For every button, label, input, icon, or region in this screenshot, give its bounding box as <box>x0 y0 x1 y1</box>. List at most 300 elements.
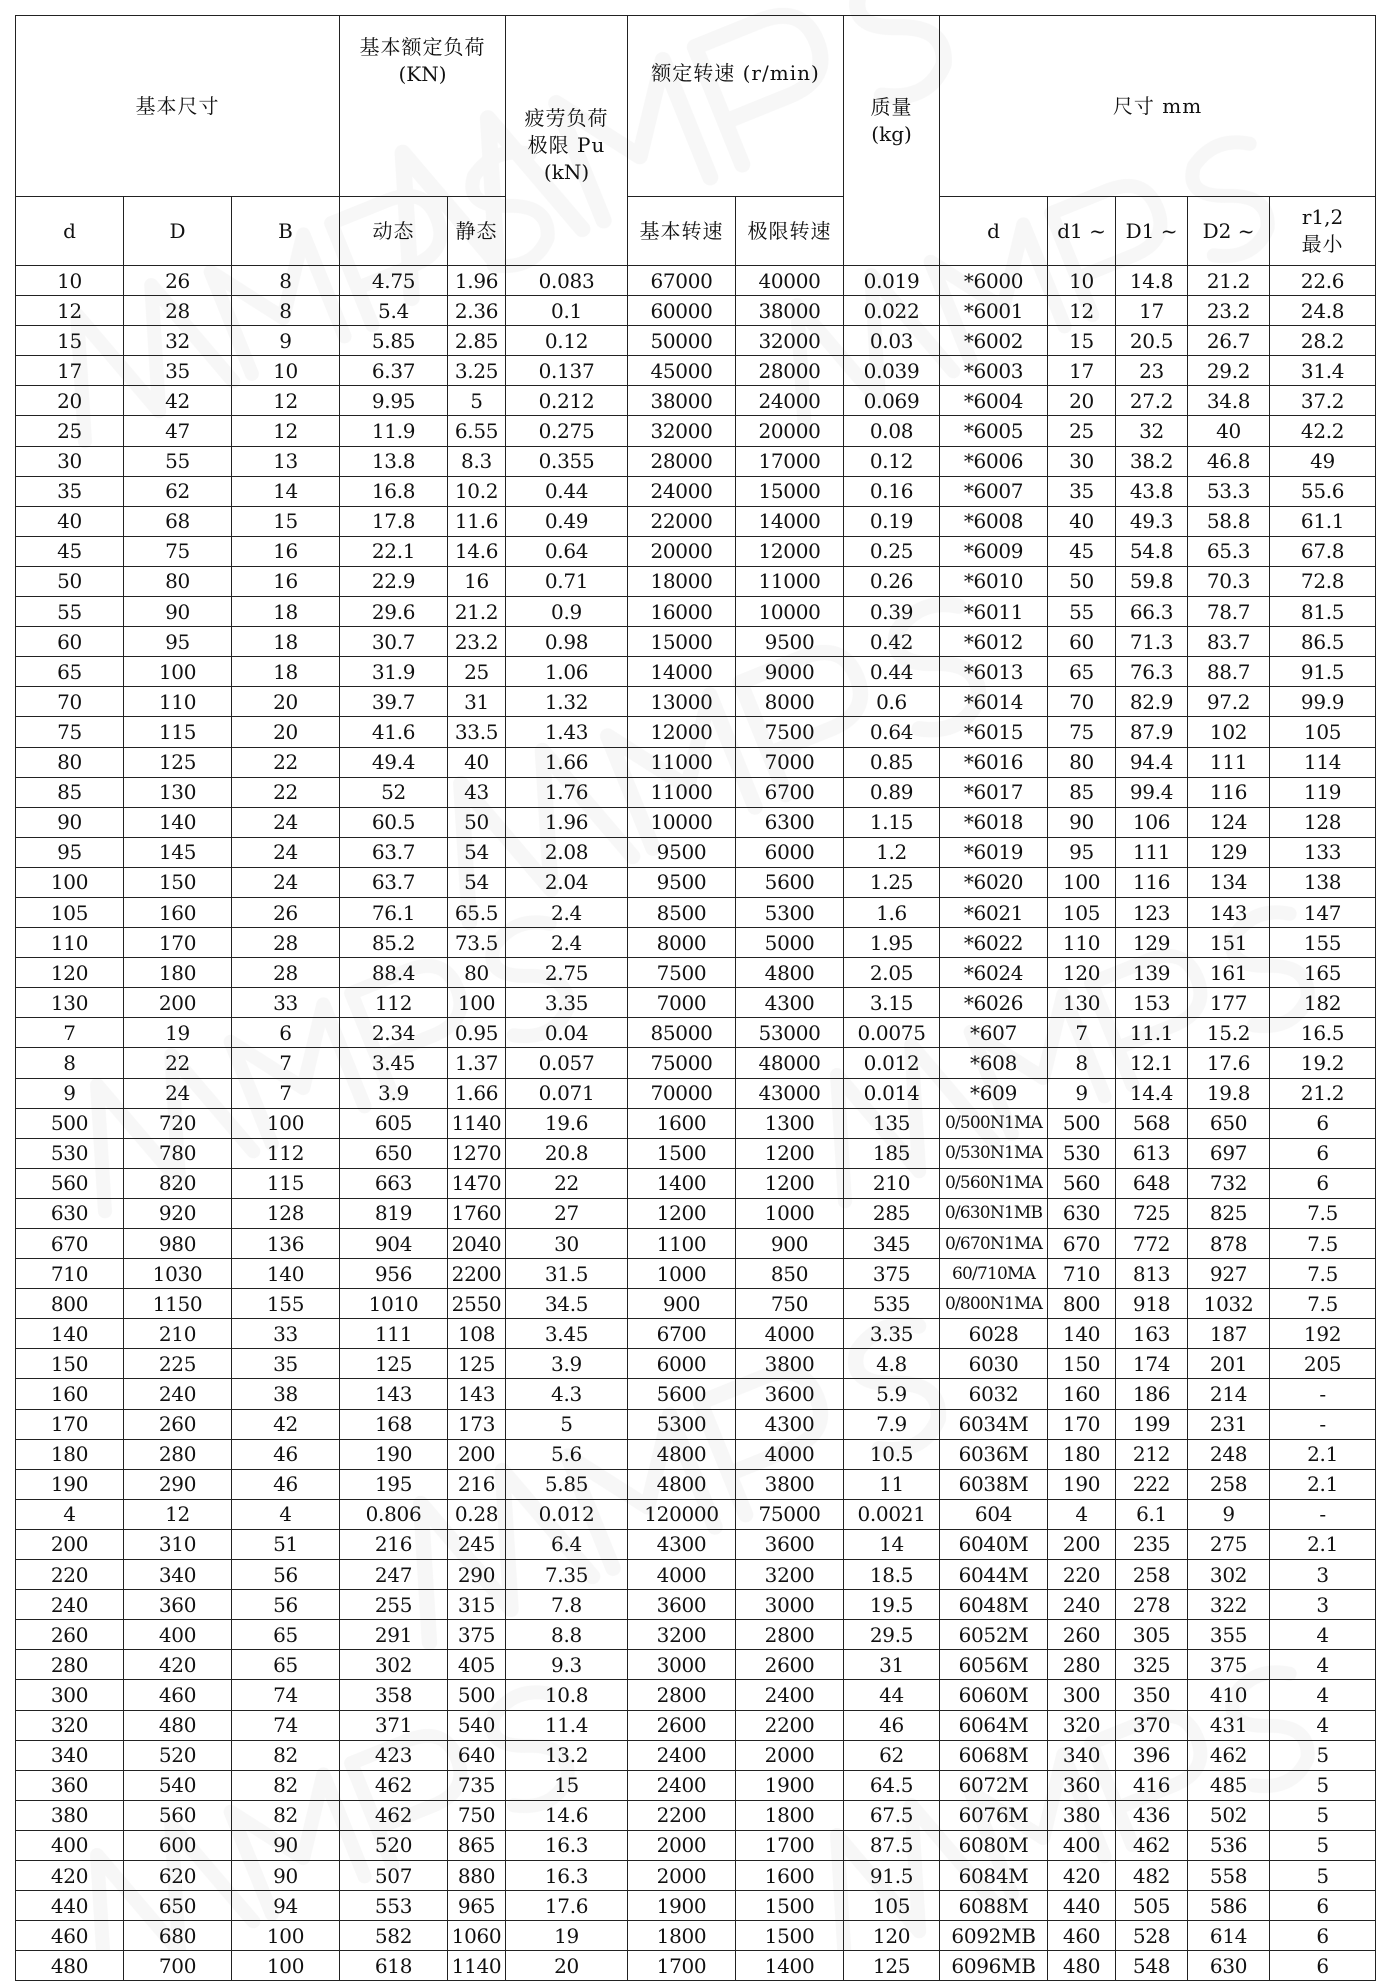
cell-D: 42 <box>124 386 232 416</box>
col-d1: d1 ~ <box>1048 197 1116 266</box>
cell-model: 604 <box>940 1499 1048 1529</box>
cell-D2: 65.3 <box>1188 536 1270 566</box>
cell-D: 22 <box>124 1048 232 1078</box>
cell-d: 340 <box>16 1740 124 1770</box>
cell-dynamic-load: 520 <box>340 1830 448 1860</box>
cell-r12: 4 <box>1270 1710 1376 1740</box>
cell-D2: 17.6 <box>1188 1048 1270 1078</box>
cell-limit-speed: 5000 <box>736 928 844 958</box>
table-row <box>16 1349 1376 1379</box>
cell-static-load: 21.2 <box>448 597 506 627</box>
cell-D2: 129 <box>1188 837 1270 867</box>
cell-B: 155 <box>232 1289 340 1319</box>
cell-dynamic-load: 462 <box>340 1770 448 1800</box>
cell-mass: 0.039 <box>844 356 940 386</box>
cell-d1: 480 <box>1048 1951 1116 1981</box>
cell-d: 15 <box>16 326 124 356</box>
cell-base-speed: 11000 <box>628 777 736 807</box>
cell-dynamic-load: 291 <box>340 1620 448 1650</box>
cell-D: 100 <box>124 657 232 687</box>
cell-fatigue-limit: 8.8 <box>506 1620 628 1650</box>
cell-d1: 20 <box>1048 386 1116 416</box>
cell-d1: 670 <box>1048 1229 1116 1259</box>
cell-D2: 19.8 <box>1188 1078 1270 1108</box>
cell-dynamic-load: 31.9 <box>340 657 448 687</box>
cell-base-speed: 11000 <box>628 747 736 777</box>
cell-limit-speed: 4300 <box>736 1409 844 1439</box>
cell-fatigue-limit: 6.4 <box>506 1529 628 1559</box>
cell-D1: 17 <box>1116 296 1188 326</box>
cell-fatigue-limit: 7.8 <box>506 1590 628 1620</box>
cell-static-load: 2550 <box>448 1289 506 1319</box>
cell-D2: 927 <box>1188 1259 1270 1289</box>
table-row <box>16 1018 1376 1048</box>
cell-D2: 111 <box>1188 747 1270 777</box>
cell-base-speed: 2000 <box>628 1830 736 1860</box>
cell-dynamic-load: 255 <box>340 1590 448 1620</box>
cell-fatigue-limit: 17.6 <box>506 1891 628 1921</box>
cell-d1: 25 <box>1048 416 1116 446</box>
cell-model: *6008 <box>940 506 1048 536</box>
cell-static-load: 1140 <box>448 1108 506 1138</box>
table-row <box>16 386 1376 416</box>
cell-fatigue-limit: 5.6 <box>506 1439 628 1469</box>
cell-limit-speed: 38000 <box>736 296 844 326</box>
cell-D: 540 <box>124 1770 232 1800</box>
cell-d1: 170 <box>1048 1409 1116 1439</box>
cell-d1: 75 <box>1048 717 1116 747</box>
cell-limit-speed: 1200 <box>736 1138 844 1168</box>
cell-d: 12 <box>16 296 124 326</box>
cell-mass: 0.26 <box>844 566 940 596</box>
cell-mass: 535 <box>844 1289 940 1319</box>
cell-base-speed: 2400 <box>628 1740 736 1770</box>
cell-model: *6016 <box>940 747 1048 777</box>
cell-static-load: 880 <box>448 1860 506 1890</box>
cell-r12: 128 <box>1270 807 1376 837</box>
cell-r12: 133 <box>1270 837 1376 867</box>
cell-model: *6003 <box>940 356 1048 386</box>
cell-r12: 6 <box>1270 1891 1376 1921</box>
cell-model: 0/530N1MA <box>940 1138 1048 1168</box>
cell-D2: 732 <box>1188 1168 1270 1198</box>
cell-D2: 201 <box>1188 1349 1270 1379</box>
cell-d: 150 <box>16 1349 124 1379</box>
cell-limit-speed: 2600 <box>736 1650 844 1680</box>
cell-d: 130 <box>16 988 124 1018</box>
cell-base-speed: 1900 <box>628 1891 736 1921</box>
cell-static-load: 750 <box>448 1800 506 1830</box>
cell-D: 95 <box>124 627 232 657</box>
cell-base-speed: 4800 <box>628 1469 736 1499</box>
cell-d1: 530 <box>1048 1138 1116 1168</box>
cell-mass: 1.95 <box>844 928 940 958</box>
cell-r12: 2.1 <box>1270 1439 1376 1469</box>
cell-D2: 21.2 <box>1188 266 1270 296</box>
cell-model: *6012 <box>940 627 1048 657</box>
cell-r12: - <box>1270 1379 1376 1409</box>
cell-mass: 44 <box>844 1680 940 1710</box>
cell-D2: 151 <box>1188 928 1270 958</box>
cell-fatigue-limit: 2.75 <box>506 958 628 988</box>
cell-limit-speed: 1500 <box>736 1921 844 1951</box>
cell-limit-speed: 10000 <box>736 597 844 627</box>
cell-r12: 6 <box>1270 1168 1376 1198</box>
cell-d: 800 <box>16 1289 124 1319</box>
cell-model: 0/630N1MB <box>940 1198 1048 1228</box>
cell-d: 120 <box>16 958 124 988</box>
cell-base-speed: 4300 <box>628 1529 736 1559</box>
cell-d1: 630 <box>1048 1198 1116 1228</box>
cell-fatigue-limit: 20.8 <box>506 1138 628 1168</box>
cell-D: 32 <box>124 326 232 356</box>
cell-d: 220 <box>16 1560 124 1590</box>
col-dynamic: 动态 <box>340 197 448 266</box>
cell-base-speed: 9500 <box>628 867 736 897</box>
cell-D1: 305 <box>1116 1620 1188 1650</box>
cell-mass: 210 <box>844 1168 940 1198</box>
cell-dynamic-load: 60.5 <box>340 807 448 837</box>
cell-limit-speed: 4000 <box>736 1439 844 1469</box>
cell-static-load: 125 <box>448 1349 506 1379</box>
cell-d1: 180 <box>1048 1439 1116 1469</box>
cell-B: 18 <box>232 597 340 627</box>
cell-d: 50 <box>16 566 124 596</box>
cell-base-speed: 4000 <box>628 1560 736 1590</box>
cell-limit-speed: 9000 <box>736 657 844 687</box>
cell-static-load: 500 <box>448 1680 506 1710</box>
cell-D1: 38.2 <box>1116 446 1188 476</box>
cell-d: 30 <box>16 446 124 476</box>
table-row <box>16 296 1376 326</box>
cell-dynamic-load: 819 <box>340 1198 448 1228</box>
cell-mass: 3.15 <box>844 988 940 1018</box>
cell-model: 6044M <box>940 1560 1048 1590</box>
table-row <box>16 1560 1376 1590</box>
cell-model: 6076M <box>940 1800 1048 1830</box>
cell-D: 130 <box>124 777 232 807</box>
cell-d: 95 <box>16 837 124 867</box>
cell-D1: 505 <box>1116 1891 1188 1921</box>
col-static: 静态 <box>448 197 506 266</box>
cell-D1: 416 <box>1116 1770 1188 1800</box>
cell-dynamic-load: 195 <box>340 1469 448 1499</box>
cell-fatigue-limit: 0.44 <box>506 476 628 506</box>
cell-static-load: 735 <box>448 1770 506 1800</box>
cell-static-load: 14.6 <box>448 536 506 566</box>
cell-static-load: 0.95 <box>448 1018 506 1048</box>
cell-d: 75 <box>16 717 124 747</box>
cell-d: 90 <box>16 807 124 837</box>
cell-dynamic-load: 553 <box>340 1891 448 1921</box>
cell-fatigue-limit: 2.04 <box>506 867 628 897</box>
cell-D2: 46.8 <box>1188 446 1270 476</box>
cell-mass: 0.85 <box>844 747 940 777</box>
cell-B: 33 <box>232 988 340 1018</box>
cell-D: 240 <box>124 1379 232 1409</box>
fatigue-load-header <box>506 16 628 266</box>
cell-d: 300 <box>16 1680 124 1710</box>
cell-r12: 3 <box>1270 1590 1376 1620</box>
cell-r12: 7.5 <box>1270 1229 1376 1259</box>
cell-D: 480 <box>124 1710 232 1740</box>
table-row <box>16 1680 1376 1710</box>
cell-model: 6064M <box>940 1710 1048 1740</box>
cell-limit-speed: 4000 <box>736 1319 844 1349</box>
cell-D2: 431 <box>1188 1710 1270 1740</box>
cell-limit-speed: 5600 <box>736 867 844 897</box>
cell-limit-speed: 43000 <box>736 1078 844 1108</box>
cell-mass: 0.44 <box>844 657 940 687</box>
cell-B: 136 <box>232 1229 340 1259</box>
cell-fatigue-limit: 0.083 <box>506 266 628 296</box>
cell-limit-speed: 2000 <box>736 1740 844 1770</box>
cell-r12: 91.5 <box>1270 657 1376 687</box>
cell-static-load: 73.5 <box>448 928 506 958</box>
cell-fatigue-limit: 5 <box>506 1409 628 1439</box>
cell-dynamic-load: 22.1 <box>340 536 448 566</box>
cell-dynamic-load: 3.9 <box>340 1078 448 1108</box>
cell-fatigue-limit: 3.9 <box>506 1349 628 1379</box>
cell-r12: 55.6 <box>1270 476 1376 506</box>
cell-static-load: 1760 <box>448 1198 506 1228</box>
cell-B: 38 <box>232 1379 340 1409</box>
table-row <box>16 627 1376 657</box>
cell-fatigue-limit: 3.35 <box>506 988 628 1018</box>
cell-dynamic-load: 13.8 <box>340 446 448 476</box>
cell-static-load: 100 <box>448 988 506 1018</box>
cell-D: 125 <box>124 747 232 777</box>
cell-D2: 187 <box>1188 1319 1270 1349</box>
bearing-spec-table <box>15 15 1376 1981</box>
cell-D: 700 <box>124 1951 232 1981</box>
cell-dynamic-load: 9.95 <box>340 386 448 416</box>
cell-r12: 5 <box>1270 1770 1376 1800</box>
cell-D: 820 <box>124 1168 232 1198</box>
cell-dynamic-load: 423 <box>340 1740 448 1770</box>
table-row <box>16 1499 1376 1529</box>
cell-D1: 648 <box>1116 1168 1188 1198</box>
cell-model: 6056M <box>940 1650 1048 1680</box>
cell-D: 920 <box>124 1198 232 1228</box>
cell-d1: 460 <box>1048 1921 1116 1951</box>
cell-model: *6007 <box>940 476 1048 506</box>
cell-mass: 10.5 <box>844 1439 940 1469</box>
cell-d: 180 <box>16 1439 124 1469</box>
cell-D1: 222 <box>1116 1469 1188 1499</box>
cell-d1: 300 <box>1048 1680 1116 1710</box>
cell-D2: 462 <box>1188 1740 1270 1770</box>
cell-B: 7 <box>232 1048 340 1078</box>
cell-model: 6092MB <box>940 1921 1048 1951</box>
cell-fatigue-limit: 1.06 <box>506 657 628 687</box>
cell-fatigue-limit: 0.98 <box>506 627 628 657</box>
cell-static-load: 1140 <box>448 1951 506 1981</box>
table-row <box>16 1891 1376 1921</box>
cell-D2: 26.7 <box>1188 326 1270 356</box>
table-row <box>16 1168 1376 1198</box>
cell-D1: 462 <box>1116 1830 1188 1860</box>
cell-D1: 325 <box>1116 1650 1188 1680</box>
table-row <box>16 566 1376 596</box>
cell-D2: 614 <box>1188 1921 1270 1951</box>
cell-D: 26 <box>124 266 232 296</box>
cell-D1: 106 <box>1116 807 1188 837</box>
cell-d1: 100 <box>1048 867 1116 897</box>
cell-B: 82 <box>232 1740 340 1770</box>
cell-limit-speed: 2800 <box>736 1620 844 1650</box>
cell-r12: 22.6 <box>1270 266 1376 296</box>
cell-D: 720 <box>124 1108 232 1138</box>
cell-model: 0/500N1MA <box>940 1108 1048 1138</box>
cell-base-speed: 5300 <box>628 1409 736 1439</box>
cell-limit-speed: 6300 <box>736 807 844 837</box>
cell-r12: 31.4 <box>1270 356 1376 386</box>
cell-model: *6017 <box>940 777 1048 807</box>
cell-fatigue-limit: 0.12 <box>506 326 628 356</box>
cell-static-load: 290 <box>448 1560 506 1590</box>
cell-D1: 82.9 <box>1116 687 1188 717</box>
cell-mass: 62 <box>844 1740 940 1770</box>
cell-D2: 410 <box>1188 1680 1270 1710</box>
table-row <box>16 1319 1376 1349</box>
cell-fatigue-limit: 16.3 <box>506 1860 628 1890</box>
cell-base-speed: 3600 <box>628 1590 736 1620</box>
cell-mass: 3.35 <box>844 1319 940 1349</box>
cell-dynamic-load: 1010 <box>340 1289 448 1319</box>
cell-B: 65 <box>232 1650 340 1680</box>
cell-static-load: 2200 <box>448 1259 506 1289</box>
cell-limit-speed: 1900 <box>736 1770 844 1800</box>
cell-D: 145 <box>124 837 232 867</box>
cell-d1: 280 <box>1048 1650 1116 1680</box>
cell-B: 46 <box>232 1469 340 1499</box>
cell-dynamic-load: 88.4 <box>340 958 448 988</box>
cell-d: 360 <box>16 1770 124 1800</box>
cell-mass: 18.5 <box>844 1560 940 1590</box>
cell-dynamic-load: 2.34 <box>340 1018 448 1048</box>
cell-D1: 139 <box>1116 958 1188 988</box>
cell-dynamic-load: 618 <box>340 1951 448 1981</box>
cell-d: 280 <box>16 1650 124 1680</box>
cell-D1: 14.4 <box>1116 1078 1188 1108</box>
cell-D1: 12.1 <box>1116 1048 1188 1078</box>
rated-load-title: 基本额定负荷 <box>359 35 486 59</box>
cell-base-speed: 16000 <box>628 597 736 627</box>
cell-B: 13 <box>232 446 340 476</box>
cell-D1: 27.2 <box>1116 386 1188 416</box>
cell-static-load: 1060 <box>448 1921 506 1951</box>
cell-d1: 260 <box>1048 1620 1116 1650</box>
cell-d: 420 <box>16 1860 124 1890</box>
table-row <box>16 807 1376 837</box>
cell-d1: 440 <box>1048 1891 1116 1921</box>
cell-fatigue-limit: 15 <box>506 1770 628 1800</box>
cell-D: 24 <box>124 1078 232 1108</box>
table-row <box>16 1529 1376 1559</box>
col-r12-b: 最小 <box>1301 232 1344 256</box>
cell-mass: 64.5 <box>844 1770 940 1800</box>
cell-D1: 94.4 <box>1116 747 1188 777</box>
cell-limit-speed: 3600 <box>736 1529 844 1559</box>
cell-static-load: 50 <box>448 807 506 837</box>
table-row <box>16 777 1376 807</box>
cell-dynamic-load: 0.806 <box>340 1499 448 1529</box>
cell-D2: 88.7 <box>1188 657 1270 687</box>
fatigue-unit: (kN) <box>543 160 590 184</box>
cell-D2: 23.2 <box>1188 296 1270 326</box>
cell-d1: 8 <box>1048 1048 1116 1078</box>
cell-D2: 70.3 <box>1188 566 1270 596</box>
cell-D: 1030 <box>124 1259 232 1289</box>
cell-d: 65 <box>16 657 124 687</box>
cell-dynamic-load: 371 <box>340 1710 448 1740</box>
cell-fatigue-limit: 4.3 <box>506 1379 628 1409</box>
table-row <box>16 1439 1376 1469</box>
cell-model: 6060M <box>940 1680 1048 1710</box>
cell-limit-speed: 24000 <box>736 386 844 416</box>
table-row <box>16 506 1376 536</box>
cell-base-speed: 2400 <box>628 1770 736 1800</box>
cell-d1: 220 <box>1048 1560 1116 1590</box>
cell-d: 240 <box>16 1590 124 1620</box>
cell-base-speed: 8500 <box>628 897 736 927</box>
cell-d: 260 <box>16 1620 124 1650</box>
cell-d: 480 <box>16 1951 124 1981</box>
table-row <box>16 747 1376 777</box>
cell-D: 115 <box>124 717 232 747</box>
cell-limit-speed: 850 <box>736 1259 844 1289</box>
cell-d1: 17 <box>1048 356 1116 386</box>
cell-static-load: 143 <box>448 1379 506 1409</box>
cell-B: 7 <box>232 1078 340 1108</box>
cell-dynamic-load: 507 <box>340 1860 448 1890</box>
cell-dynamic-load: 302 <box>340 1650 448 1680</box>
cell-base-speed: 7500 <box>628 958 736 988</box>
cell-mass: 0.19 <box>844 506 940 536</box>
cell-d: 530 <box>16 1138 124 1168</box>
table-row <box>16 837 1376 867</box>
cell-D: 560 <box>124 1800 232 1830</box>
cell-B: 94 <box>232 1891 340 1921</box>
cell-limit-speed: 7500 <box>736 717 844 747</box>
cell-static-load: 40 <box>448 747 506 777</box>
cell-model: 6028 <box>940 1319 1048 1349</box>
cell-mass: 185 <box>844 1138 940 1168</box>
cell-static-load: 865 <box>448 1830 506 1860</box>
cell-mass: 0.069 <box>844 386 940 416</box>
cell-d: 8 <box>16 1048 124 1078</box>
cell-d1: 110 <box>1048 928 1116 958</box>
cell-B: 15 <box>232 506 340 536</box>
cell-base-speed: 7000 <box>628 988 736 1018</box>
cell-dynamic-load: 956 <box>340 1259 448 1289</box>
col-limit-speed: 极限转速 <box>736 197 844 266</box>
cell-d1: 45 <box>1048 536 1116 566</box>
cell-dynamic-load: 462 <box>340 1800 448 1830</box>
cell-model: *6000 <box>940 266 1048 296</box>
cell-base-speed: 60000 <box>628 296 736 326</box>
cell-D: 28 <box>124 296 232 326</box>
cell-B: 74 <box>232 1710 340 1740</box>
cell-r12: 3 <box>1270 1560 1376 1590</box>
cell-B: 4 <box>232 1499 340 1529</box>
cell-D1: 11.1 <box>1116 1018 1188 1048</box>
table-row <box>16 1770 1376 1800</box>
cell-d1: 9 <box>1048 1078 1116 1108</box>
cell-fatigue-limit: 0.137 <box>506 356 628 386</box>
cell-mass: 87.5 <box>844 1830 940 1860</box>
